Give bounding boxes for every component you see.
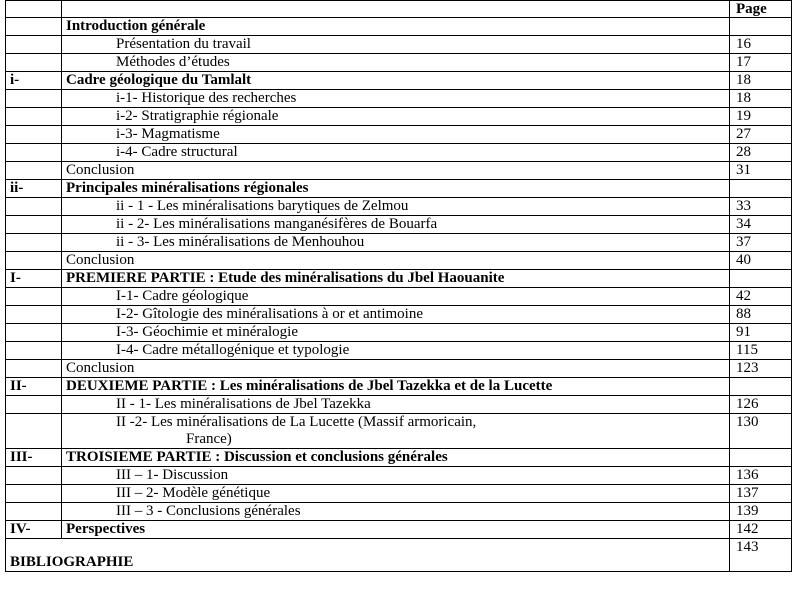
row-number: ii-: [6, 180, 62, 198]
row-title-text: I-1- Cadre géologique: [116, 288, 249, 304]
table-row: [6, 198, 792, 216]
row-number: [6, 18, 62, 36]
row-page-number: 130: [730, 414, 792, 449]
row-title: [62, 503, 730, 521]
row-number: [6, 234, 62, 252]
row-page-number: 139: [730, 503, 792, 521]
table-row: [6, 216, 792, 234]
table-row: [6, 108, 792, 126]
row-title-continuation: France): [186, 431, 232, 447]
row-title-text: I-2- Gîtologie des minéralisations à or et antimoine: [116, 306, 424, 322]
row-title-text: Présentation du travail: [116, 36, 251, 52]
row-page-number: 88: [730, 306, 792, 324]
row-title: [62, 234, 730, 252]
row-page-number: 34: [730, 216, 792, 234]
row-title-text: i-1- Historique des recherches: [116, 90, 297, 106]
row-title: [62, 342, 730, 360]
row-title: [62, 288, 730, 306]
row-number: IV-: [6, 521, 62, 539]
row-title-text: i-3- Magmatisme: [116, 126, 220, 142]
row-number: [6, 144, 62, 162]
row-title-text: Introduction générale: [66, 18, 206, 34]
table-row: [6, 144, 792, 162]
row-title-text: Cadre géologique du Tamlalt: [66, 72, 252, 88]
row-page-number: 123: [730, 360, 792, 378]
toc-body: [6, 18, 792, 572]
row-page-number: [730, 18, 792, 36]
table-header-row: [6, 1, 792, 18]
row-title: [62, 126, 730, 144]
row-page-number: 18: [730, 90, 792, 108]
table-row: [6, 72, 792, 90]
row-title-text: ii - 2- Les minéralisations manganésifères de Bouarfa: [116, 216, 438, 232]
row-page-number: 143: [730, 539, 792, 572]
table-row: [6, 324, 792, 342]
header-num-cell: [6, 1, 62, 18]
row-title-text: II - 1- Les minéralisations de Jbel Tazekka: [116, 396, 371, 412]
row-number: i-: [6, 72, 62, 90]
table-row: [6, 503, 792, 521]
table-row: [6, 539, 792, 572]
row-number: [6, 503, 62, 521]
row-number: III-: [6, 449, 62, 467]
row-number: [6, 36, 62, 54]
row-title: [62, 180, 730, 198]
row-title: [62, 144, 730, 162]
row-title: [62, 162, 730, 180]
row-title: [62, 18, 730, 36]
row-title: [62, 449, 730, 467]
row-number: I-: [6, 270, 62, 288]
row-page-number: 28: [730, 144, 792, 162]
row-page-number: 136: [730, 467, 792, 485]
row-title: [62, 198, 730, 216]
row-number: [6, 396, 62, 414]
row-page-number: [730, 449, 792, 467]
row-title-text: Perspectives: [66, 521, 146, 537]
row-title-text: III – 2- Modèle génétique: [116, 485, 271, 501]
row-title-text: Conclusion: [66, 360, 135, 376]
row-page-number: 16: [730, 36, 792, 54]
row-page-number: 40: [730, 252, 792, 270]
row-number: [6, 288, 62, 306]
row-title-text: II -2- Les minéralisations de La Lucette (Massif armoricain,: [116, 414, 477, 430]
table-row: [6, 360, 792, 378]
row-title-text: I-4- Cadre métallogénique et typologie: [116, 342, 350, 358]
row-title: [62, 54, 730, 72]
row-number: [6, 324, 62, 342]
row-title: [62, 72, 730, 90]
row-number: [6, 467, 62, 485]
row-title-text: i-4- Cadre structural: [116, 144, 238, 160]
row-page-number: 31: [730, 162, 792, 180]
header-title-cell: [62, 1, 730, 18]
row-page-number: 18: [730, 72, 792, 90]
row-title-text: i-2- Stratigraphie régionale: [116, 108, 279, 124]
row-number: [6, 90, 62, 108]
row-number: [6, 126, 62, 144]
row-page-number: 142: [730, 521, 792, 539]
row-title-text: ii - 3- Les minéralisations de Menhouhou: [116, 234, 365, 250]
table-row: [6, 467, 792, 485]
row-page-number: 137: [730, 485, 792, 503]
table-row: [6, 306, 792, 324]
table-row: [6, 54, 792, 72]
row-title-text: Conclusion: [66, 162, 135, 178]
row-page-number: 126: [730, 396, 792, 414]
table-of-contents: [5, 0, 792, 572]
row-title: [6, 539, 730, 572]
row-title: [62, 414, 730, 449]
table-row: [6, 342, 792, 360]
row-page-number: 37: [730, 234, 792, 252]
table-row: [6, 378, 792, 396]
row-number: [6, 162, 62, 180]
table-row: [6, 162, 792, 180]
row-title: [62, 270, 730, 288]
row-title: [62, 108, 730, 126]
table-row: [6, 36, 792, 54]
row-title-text: ii - 1 - Les minéralisations barytiques de Zelmou: [116, 198, 409, 214]
row-page-number: 19: [730, 108, 792, 126]
header-page-label: Page: [730, 1, 792, 18]
table-row: [6, 252, 792, 270]
row-page-number: 17: [730, 54, 792, 72]
row-title: [62, 521, 730, 539]
row-number: [6, 414, 62, 449]
row-page-number: 42: [730, 288, 792, 306]
row-number: [6, 108, 62, 126]
row-title-text: Méthodes d’études: [116, 54, 230, 70]
row-title: [62, 252, 730, 270]
row-page-number: 27: [730, 126, 792, 144]
row-number: [6, 342, 62, 360]
row-title-text: DEUXIEME PARTIE : Les minéralisations de Jbel Tazekka et de la Lucette: [66, 378, 553, 394]
table-row: [6, 270, 792, 288]
row-number: [6, 306, 62, 324]
row-page-number: 91: [730, 324, 792, 342]
row-title-text: Conclusion: [66, 252, 135, 268]
row-title: [62, 90, 730, 108]
table-row: [6, 521, 792, 539]
row-title: [62, 324, 730, 342]
row-page-number: [730, 270, 792, 288]
table-row: [6, 396, 792, 414]
row-number: [6, 252, 62, 270]
row-title-text: PREMIERE PARTIE : Etude des minéralisations du Jbel Haouanite: [66, 270, 505, 286]
table-row: [6, 288, 792, 306]
row-title: [62, 216, 730, 234]
row-title-text: TROISIEME PARTIE : Discussion et conclusions générales: [66, 449, 448, 465]
row-number: [6, 360, 62, 378]
row-title: [62, 396, 730, 414]
row-number: [6, 485, 62, 503]
table-row: [6, 126, 792, 144]
row-title: [62, 467, 730, 485]
table-row: [6, 90, 792, 108]
row-title: [62, 306, 730, 324]
row-title-text: Principales minéralisations régionales: [66, 180, 309, 196]
row-number: II-: [6, 378, 62, 396]
row-title-text: I-3- Géochimie et minéralogie: [116, 324, 299, 340]
table-row: [6, 18, 792, 36]
table-row: [6, 234, 792, 252]
table-row: [6, 180, 792, 198]
row-number: [6, 198, 62, 216]
row-title-text: III – 3 - Conclusions générales: [116, 503, 301, 519]
row-title-text: III – 1- Discussion: [116, 467, 229, 483]
row-number: [6, 216, 62, 234]
row-page-number: [730, 378, 792, 396]
row-page-number: 115: [730, 342, 792, 360]
table-row: [6, 485, 792, 503]
table-row: [6, 449, 792, 467]
row-number: [6, 54, 62, 72]
row-title: [62, 378, 730, 396]
row-title: [62, 360, 730, 378]
row-title: [62, 485, 730, 503]
row-title: [62, 36, 730, 54]
row-page-number: 33: [730, 198, 792, 216]
table-row: [6, 414, 792, 449]
row-title-text: BIBLIOGRAPHIE: [10, 554, 134, 570]
row-page-number: [730, 180, 792, 198]
